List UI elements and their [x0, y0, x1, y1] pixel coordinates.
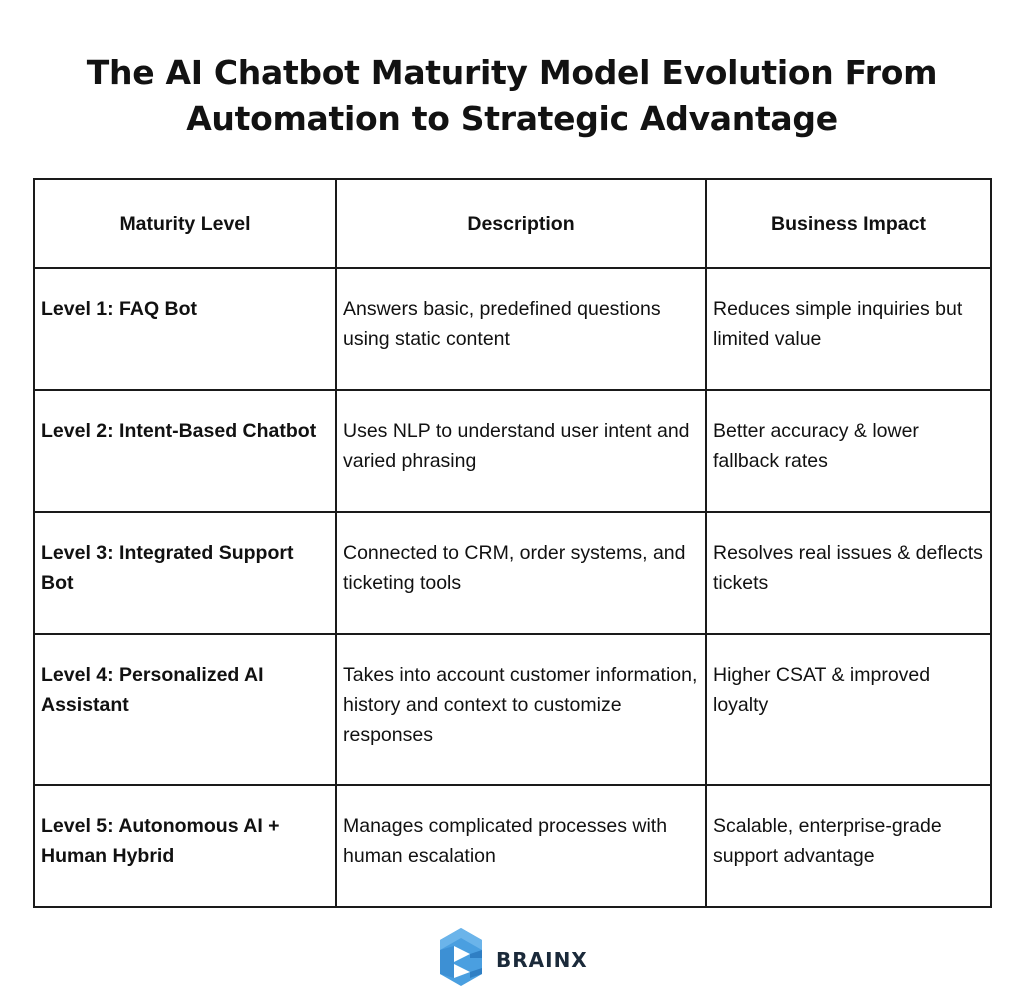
brainx-b-hexagon-icon: [440, 928, 482, 991]
table-row: [34, 390, 991, 512]
cell-description: Takes into account customer information, history and context to customize responses: [336, 634, 706, 785]
cell-impact: Higher CSAT & improved loyalty: [706, 634, 991, 785]
cell-level: Level 3: Integrated Support Bot: [34, 512, 336, 634]
table-header-row: [34, 179, 991, 268]
title-line-2: Automation to Strategic Advantage: [186, 99, 838, 138]
brand-name: BRAINX: [496, 947, 588, 972]
brand-logo: [440, 928, 588, 991]
header-maturity-level: Maturity Level: [34, 179, 336, 268]
table-row: [34, 512, 991, 634]
title-line-1: The AI Chatbot Maturity Model Evolution From: [86, 53, 938, 92]
table-row: [34, 785, 991, 907]
cell-impact: Reduces simple inquiries but limited value: [706, 268, 991, 390]
cell-level: Level 4: Personalized AI Assistant: [34, 634, 336, 785]
cell-description: Connected to CRM, order systems, and ticketing tools: [336, 512, 706, 634]
cell-impact: Better accuracy & lower fallback rates: [706, 390, 991, 512]
cell-description: Uses NLP to understand user intent and varied phrasing: [336, 390, 706, 512]
cell-impact: Scalable, enterprise-grade support advantage: [706, 785, 991, 907]
cell-description: Manages complicated processes with human escalation: [336, 785, 706, 907]
header-description: Description: [336, 179, 706, 268]
maturity-model-table: [33, 178, 992, 908]
cell-description: Answers basic, predefined questions using static content: [336, 268, 706, 390]
cell-level: Level 5: Autonomous AI + Human Hybrid: [34, 785, 336, 907]
cell-impact: Resolves real issues & deflects tickets: [706, 512, 991, 634]
table-row: [34, 634, 991, 785]
header-business-impact: Business Impact: [706, 179, 991, 268]
cell-level: Level 2: Intent-Based Chatbot: [34, 390, 336, 512]
page-title: [0, 50, 1024, 142]
cell-level: Level 1: FAQ Bot: [34, 268, 336, 390]
table-row: [34, 268, 991, 390]
